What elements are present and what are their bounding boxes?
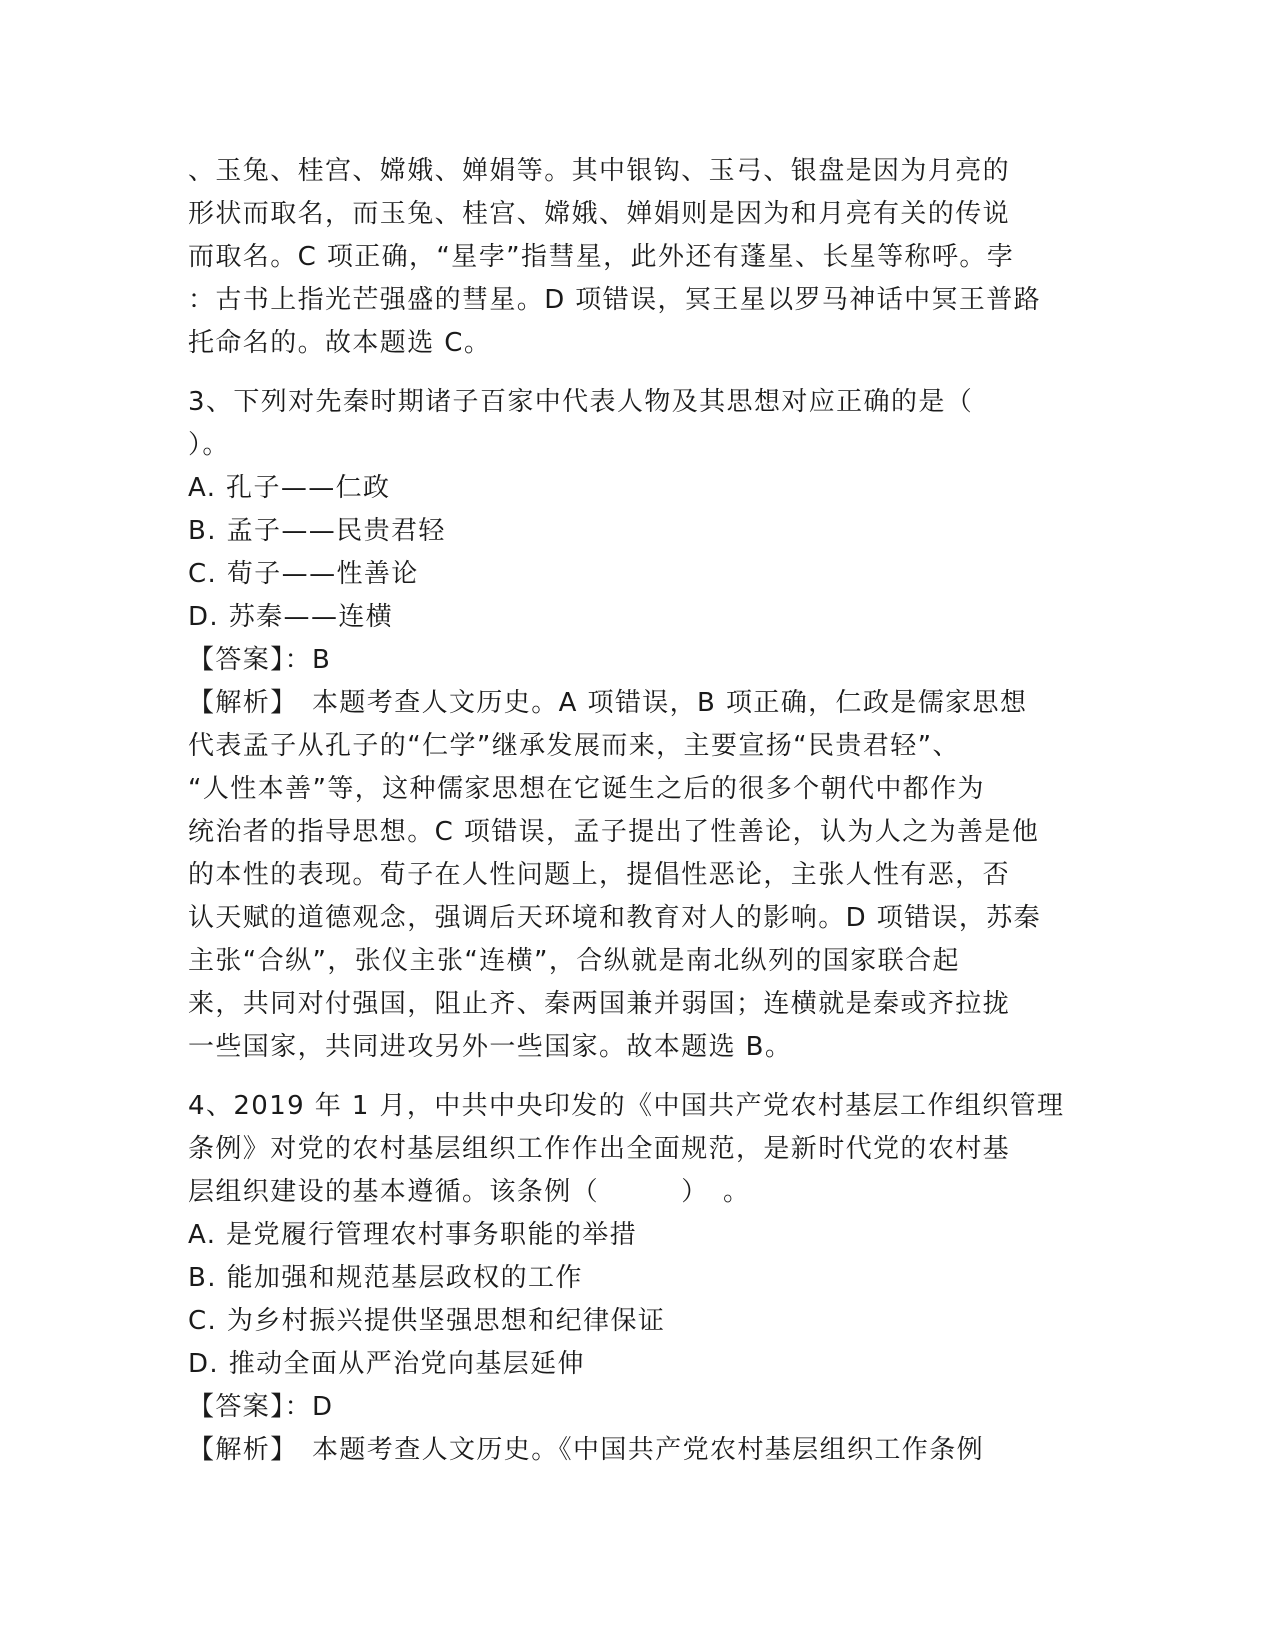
explanation-line: 认天赋的道德观念，强调后天环境和教育对人的影响。D 项错误，苏秦	[188, 903, 1042, 933]
option-c: C. 荀子——性善论	[188, 559, 419, 589]
explanation-line: 【解析】 本题考查人文历史。《中国共产党农村基层组织工作条例	[188, 1435, 985, 1465]
explanation-line: 一些国家，共同进攻另外一些国家。故本题选 B。	[188, 1032, 793, 1062]
explanation-line: 代表孟子从孔子的“仁学”继承发展而来，主要宣扬“民贵君轻”、	[188, 731, 960, 761]
explanation-line: 托命名的。故本题选 C。	[188, 328, 492, 358]
option-a: A. 孔子——仁政	[188, 473, 391, 503]
answer-line: 【答案】：B	[188, 645, 332, 675]
explanation-line: 主张“合纵”，张仪主张“连横”，合纵就是南北纵列的国家联合起	[188, 946, 960, 976]
option-c: C. 为乡村振兴提供坚强思想和纪律保证	[188, 1306, 666, 1336]
previous-explanation	[188, 150, 1088, 365]
question-stem: 层组织建设的基本遵循。该条例（ ） 。	[188, 1177, 751, 1207]
explanation-line: “人性本善”等，这种儒家思想在它诞生之后的很多个朝代中都作为	[188, 774, 985, 804]
document-page	[188, 150, 1088, 1472]
explanation-line: 【解析】 本题考查人文历史。A 项错误，B 项正确，仁政是儒家思想	[188, 688, 1028, 718]
explanation-line: 统治者的指导思想。C 项错误，孟子提出了性善论，认为人之为善是他	[188, 817, 1040, 847]
explanation-line: 而取名。C 项正确，“星孛”指彗星，此外还有蓬星、长星等称呼。孛	[188, 242, 1015, 272]
question-stem: 条例》对党的农村基层组织工作作出全面规范，是新时代党的农村基	[188, 1134, 1011, 1164]
explanation-line: 形状而取名，而玉兔、桂宫、嫦娥、婵娟则是因为和月亮有关的传说	[188, 199, 1011, 229]
explanation-line: 、玉兔、桂宫、嫦娥、婵娟等。其中银钩、玉弓、银盘是因为月亮的	[188, 156, 1011, 186]
option-d: D. 苏秦——连横	[188, 602, 394, 632]
section-gap	[188, 365, 1088, 381]
section-gap	[188, 1069, 1088, 1085]
question-stem: 4、2019 年 1 月，中共中央印发的《中国共产党农村基层工作组织管理	[188, 1091, 1065, 1121]
option-a: A. 是党履行管理农村事务职能的举措	[188, 1220, 638, 1250]
explanation-line: ：古书上指光芒强盛的彗星。D 项错误，冥王星以罗马神话中冥王普路	[188, 285, 1042, 315]
explanation-line: 来，共同对付强国，阻止齐、秦两国兼并弱国；连横就是秦或齐拉拢	[188, 989, 1011, 1019]
option-b: B. 孟子——民贵君轻	[188, 516, 446, 546]
option-b: B. 能加强和规范基层政权的工作	[188, 1263, 583, 1293]
question-stem: ）。	[188, 430, 230, 460]
question-3	[188, 381, 1088, 1069]
question-stem: 3、下列对先秦时期诸子百家中代表人物及其思想对应正确的是（	[188, 387, 974, 417]
option-d: D. 推动全面从严治党向基层延伸	[188, 1349, 585, 1379]
question-4	[188, 1085, 1088, 1472]
answer-line: 【答案】：D	[188, 1392, 334, 1422]
explanation-line: 的本性的表现。荀子在人性问题上，提倡性恶论，主张人性有恶，否	[188, 860, 1011, 890]
